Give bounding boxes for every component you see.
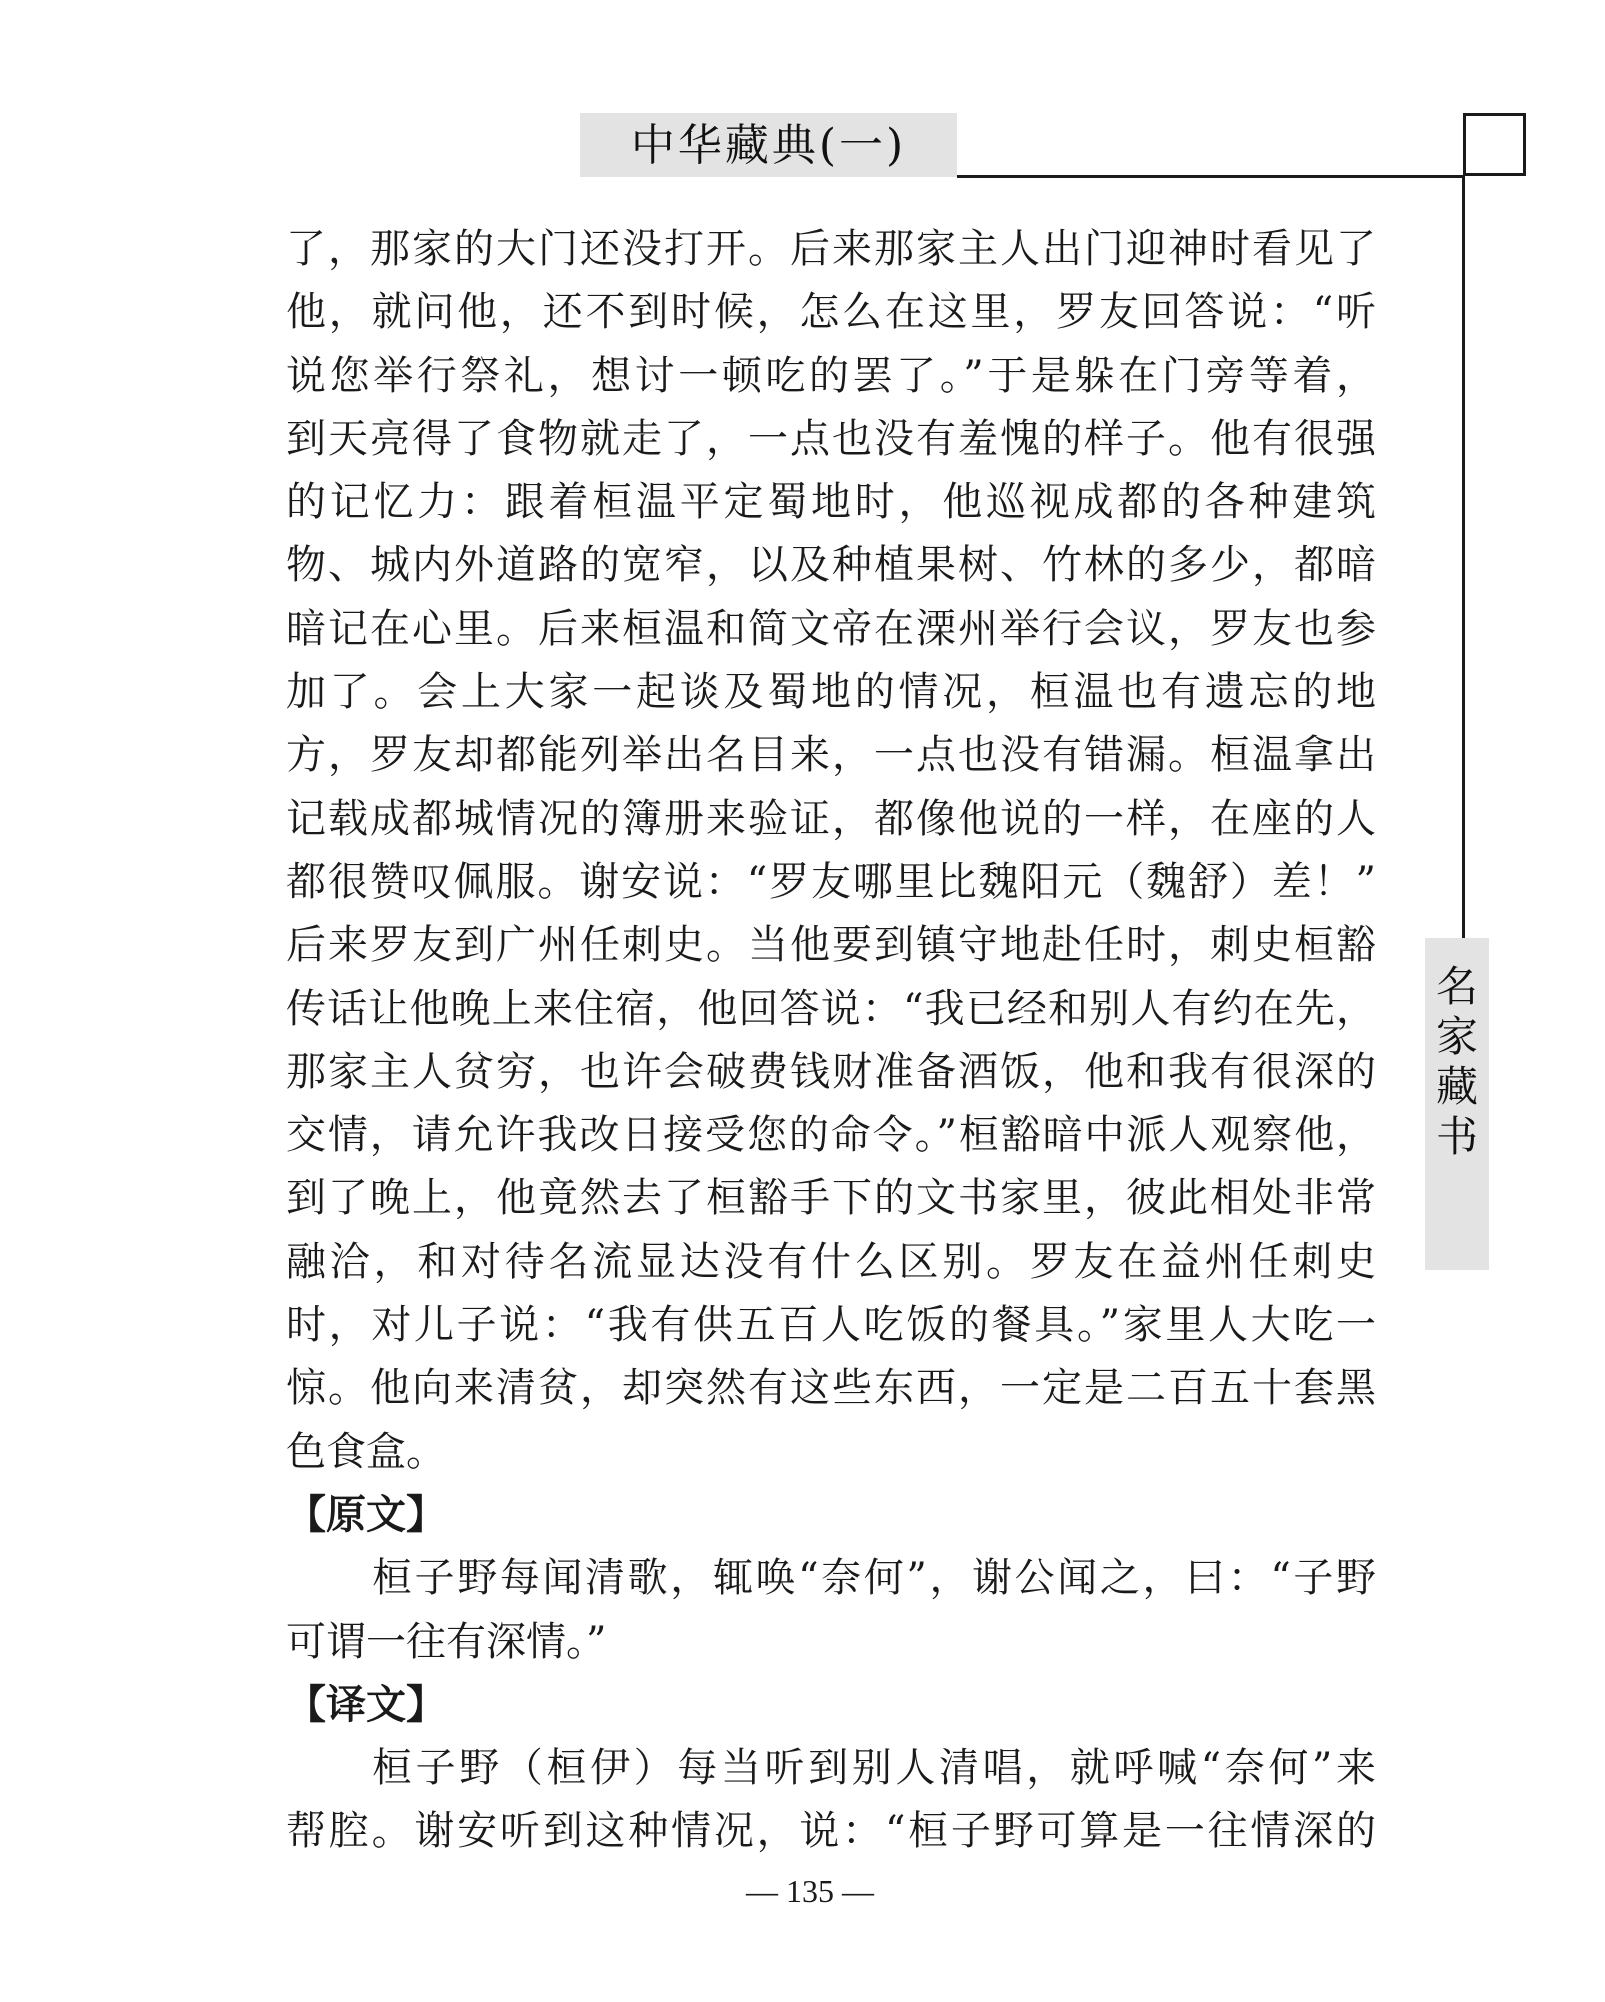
text-line: 方，罗友却都能列举出名目来，一点也没有错漏。桓温拿出 — [286, 732, 1376, 779]
text-line: 时，对儿子说：“我有供五百人吃饭的餐具。”家里人大吃一 — [286, 1302, 1376, 1349]
text-line: 到天亮得了食物就走了，一点也没有羞愧的样子。他有很强 — [286, 415, 1376, 462]
side-char: 名 — [1435, 962, 1478, 1011]
original-text-heading: 【原文】 — [286, 1491, 446, 1538]
page-number: — 135 — — [746, 1873, 874, 1909]
original-text-line: 桓子野每闻清歌，辄唤“奈何”，谢公闻之，曰：“子野 — [372, 1555, 1376, 1602]
text-line: 色食盒。 — [286, 1428, 446, 1475]
text-line: 的记忆力：跟着桓温平定蜀地时，他巡视成都的各种建筑 — [286, 479, 1376, 526]
text-line: 交情，请允许我改日接受您的命令。”桓豁暗中派人观察他， — [286, 1112, 1376, 1159]
header-rule — [957, 175, 1463, 178]
side-rule — [1462, 176, 1465, 938]
translation-heading: 【译文】 — [286, 1681, 446, 1728]
text-line: 暗记在心里。后来桓温和简文帝在溧州举行会议，罗友也参 — [286, 605, 1376, 652]
side-section-label — [1425, 962, 1489, 1162]
corner-frame — [1463, 113, 1526, 176]
original-text-line: 可谓一往有深情。” — [286, 1618, 607, 1665]
text-line: 传话让他晚上来住宿，他回答说：“我已经和别人有约在先， — [286, 985, 1376, 1032]
translation-line: 桓子野（桓伊）每当听到别人清唱，就呼喊“奈何”来 — [372, 1745, 1376, 1792]
text-line: 他，就问他，还不到时候，怎么在这里，罗友回答说：“听 — [286, 289, 1376, 336]
side-char: 藏 — [1435, 1062, 1478, 1111]
text-line: 到了晚上，他竟然去了桓豁手下的文书家里，彼此相处非常 — [286, 1175, 1376, 1222]
side-char: 家 — [1435, 1012, 1478, 1061]
text-line: 那家主人贫穷，也许会破费钱财准备酒饭，他和我有很深的 — [286, 1048, 1376, 1095]
text-line: 了，那家的大门还没打开。后来那家主人出门迎神时看见了 — [286, 226, 1376, 272]
text-line: 融洽，和对待名流显达没有什么区别。罗友在益州任刺史 — [286, 1238, 1376, 1285]
text-line: 后来罗友到广州任刺史。当他要到镇守地赴任时，刺史桓豁 — [286, 922, 1376, 969]
text-line: 物、城内外道路的宽窄，以及种植果树、竹林的多少，都暗 — [286, 542, 1376, 589]
text-line: 惊。他向来清贫，却突然有这些东西，一定是二百五十套黑 — [286, 1365, 1376, 1412]
translation-line: 帮腔。谢安听到这种情况，说：“桓子野可算是一往情深的 — [286, 1808, 1376, 1855]
text-line: 记载成都城情况的簿册来验证，都像他说的一样，在座的人 — [286, 795, 1376, 842]
text-line: 加了。会上大家一起谈及蜀地的情况，桓温也有遗忘的地 — [286, 669, 1376, 716]
text-line: 说您举行祭礼，想讨一顿吃的罢了。”于是躲在门旁等着， — [286, 352, 1376, 399]
text-line: 都很赞叹佩服。谢安说：“罗友哪里比魏阳元（魏舒）差！” — [286, 858, 1376, 905]
side-char: 书 — [1435, 1112, 1478, 1161]
page-body — [286, 218, 1376, 1864]
book-title: 中华藏典(一) — [630, 120, 907, 171]
